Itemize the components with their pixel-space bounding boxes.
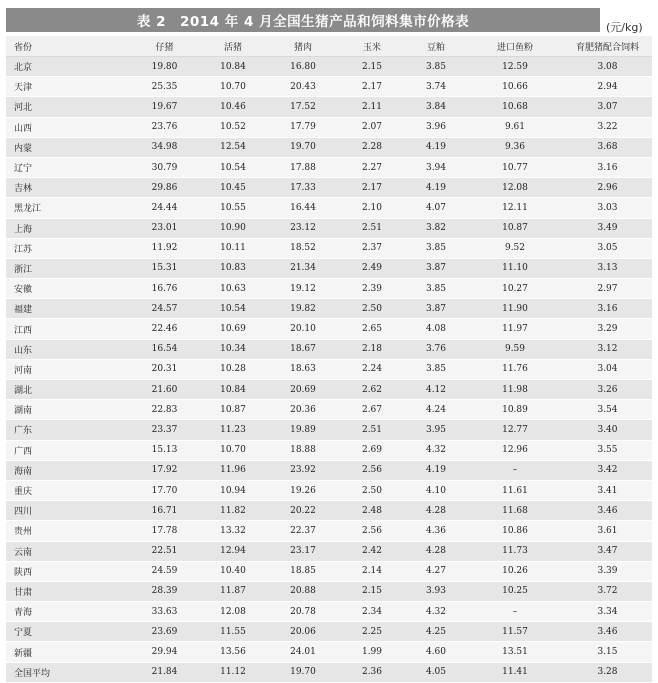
cell-province: 黑龙江: [6, 198, 130, 218]
cell-pork: 19.70: [267, 662, 339, 682]
cell-feed: 3.47: [563, 541, 652, 561]
cell-soybean-meal: 3.85: [405, 238, 467, 258]
cell-piglet: 20.31: [130, 359, 199, 379]
table-row: [6, 198, 652, 218]
cell-soybean-meal: 4.19: [405, 460, 467, 480]
cell-live-pig: 10.52: [199, 117, 267, 137]
cell-soybean-meal: 3.87: [405, 258, 467, 278]
cell-fishmeal: 12.96: [467, 440, 563, 460]
cell-fishmeal: 11.73: [467, 541, 563, 561]
cell-fishmeal: 12.59: [467, 57, 563, 77]
cell-province: 甘肃: [6, 581, 130, 601]
cell-fishmeal: 10.89: [467, 400, 563, 420]
cell-pork: 18.63: [267, 359, 339, 379]
cell-feed: 2.94: [563, 77, 652, 97]
cell-live-pig: 10.87: [199, 400, 267, 420]
cell-soybean-meal: 4.28: [405, 541, 467, 561]
cell-pork: 18.67: [267, 339, 339, 359]
cell-feed: 3.07: [563, 97, 652, 117]
cell-feed: 3.41: [563, 480, 652, 500]
cell-piglet: 22.51: [130, 541, 199, 561]
cell-soybean-meal: 3.85: [405, 57, 467, 77]
cell-corn: 2.50: [339, 480, 405, 500]
cell-soybean-meal: 3.96: [405, 117, 467, 137]
table-row: [6, 622, 652, 642]
cell-piglet: 24.59: [130, 561, 199, 581]
cell-feed: 3.34: [563, 602, 652, 622]
cell-corn: 2.50: [339, 299, 405, 319]
cell-fishmeal: 11.76: [467, 359, 563, 379]
cell-fishmeal: 10.25: [467, 581, 563, 601]
cell-fishmeal: 10.27: [467, 279, 563, 299]
table-row: [6, 380, 652, 400]
cell-pork: 16.44: [267, 198, 339, 218]
cell-fishmeal: 11.61: [467, 480, 563, 500]
cell-fishmeal: –: [467, 460, 563, 480]
cell-fishmeal: 10.66: [467, 77, 563, 97]
cell-corn: 2.07: [339, 117, 405, 137]
cell-soybean-meal: 4.10: [405, 480, 467, 500]
cell-live-pig: 10.83: [199, 258, 267, 278]
cell-corn: 2.39: [339, 279, 405, 299]
cell-live-pig: 10.34: [199, 339, 267, 359]
cell-feed: 2.96: [563, 178, 652, 198]
cell-province: 河北: [6, 97, 130, 117]
cell-feed: 3.55: [563, 440, 652, 460]
table-title: 表 2 2014 年 4 月全国生猪产品和饲料集市价格表: [6, 8, 600, 32]
cell-corn: 2.17: [339, 178, 405, 198]
cell-piglet: 24.57: [130, 299, 199, 319]
cell-piglet: 33.63: [130, 602, 199, 622]
cell-pork: 20.69: [267, 380, 339, 400]
cell-feed: 3.42: [563, 460, 652, 480]
cell-fishmeal: 12.77: [467, 420, 563, 440]
cell-pork: 20.88: [267, 581, 339, 601]
cell-piglet: 21.84: [130, 662, 199, 682]
table-row: [6, 521, 652, 541]
cell-piglet: 19.67: [130, 97, 199, 117]
cell-province: 青海: [6, 602, 130, 622]
price-table: [6, 36, 652, 683]
cell-pork: 18.52: [267, 238, 339, 258]
cell-feed: 3.16: [563, 157, 652, 177]
cell-soybean-meal: 3.93: [405, 581, 467, 601]
cell-corn: 2.69: [339, 440, 405, 460]
cell-piglet: 24.44: [130, 198, 199, 218]
cell-soybean-meal: 4.32: [405, 440, 467, 460]
cell-soybean-meal: 3.84: [405, 97, 467, 117]
cell-fishmeal: 9.52: [467, 238, 563, 258]
cell-province: 广西: [6, 440, 130, 460]
cell-piglet: 15.13: [130, 440, 199, 460]
cell-fishmeal: 10.87: [467, 218, 563, 238]
cell-feed: 3.22: [563, 117, 652, 137]
table-row: [6, 299, 652, 319]
cell-corn: 2.67: [339, 400, 405, 420]
cell-soybean-meal: 3.74: [405, 77, 467, 97]
cell-pork: 21.34: [267, 258, 339, 278]
table-row: [6, 157, 652, 177]
table-row: [6, 137, 652, 157]
cell-pork: 23.92: [267, 460, 339, 480]
cell-corn: 2.56: [339, 460, 405, 480]
table-row: [6, 117, 652, 137]
cell-live-pig: 11.12: [199, 662, 267, 682]
cell-live-pig: 13.56: [199, 642, 267, 662]
header-soybean-meal: 豆粕: [405, 36, 467, 57]
cell-soybean-meal: 4.19: [405, 178, 467, 198]
table-row: [6, 319, 652, 339]
cell-piglet: 19.80: [130, 57, 199, 77]
cell-province: 上海: [6, 218, 130, 238]
cell-piglet: 17.92: [130, 460, 199, 480]
cell-corn: 2.18: [339, 339, 405, 359]
cell-feed: 3.39: [563, 561, 652, 581]
table-row: [6, 57, 652, 77]
cell-province: 广东: [6, 420, 130, 440]
cell-soybean-meal: 3.82: [405, 218, 467, 238]
cell-fishmeal: 11.97: [467, 319, 563, 339]
cell-province: 江西: [6, 319, 130, 339]
cell-soybean-meal: 4.19: [405, 137, 467, 157]
cell-soybean-meal: 4.25: [405, 622, 467, 642]
cell-corn: 2.15: [339, 581, 405, 601]
cell-live-pig: 12.54: [199, 137, 267, 157]
cell-piglet: 17.78: [130, 521, 199, 541]
cell-pork: 18.88: [267, 440, 339, 460]
cell-live-pig: 11.87: [199, 581, 267, 601]
cell-province: 安徽: [6, 279, 130, 299]
cell-fishmeal: 11.10: [467, 258, 563, 278]
table-row: [6, 642, 652, 662]
cell-province: 全国平均: [6, 662, 130, 682]
cell-province: 天津: [6, 77, 130, 97]
cell-live-pig: 10.40: [199, 561, 267, 581]
cell-piglet: 16.76: [130, 279, 199, 299]
cell-feed: 3.12: [563, 339, 652, 359]
cell-corn: 2.51: [339, 218, 405, 238]
table-row: [6, 279, 652, 299]
cell-feed: 3.28: [563, 662, 652, 682]
table-row: [6, 218, 652, 238]
table-row: [6, 541, 652, 561]
cell-piglet: 17.70: [130, 480, 199, 500]
cell-corn: 2.42: [339, 541, 405, 561]
cell-piglet: 23.76: [130, 117, 199, 137]
cell-fishmeal: 11.41: [467, 662, 563, 682]
table-row: [6, 561, 652, 581]
table-row: [6, 258, 652, 278]
cell-fishmeal: 10.26: [467, 561, 563, 581]
cell-pork: 19.26: [267, 480, 339, 500]
cell-fishmeal: 13.51: [467, 642, 563, 662]
cell-soybean-meal: 4.12: [405, 380, 467, 400]
cell-pork: 24.01: [267, 642, 339, 662]
cell-piglet: 22.46: [130, 319, 199, 339]
cell-province: 海南: [6, 460, 130, 480]
table-row: [6, 238, 652, 258]
cell-corn: 2.36: [339, 662, 405, 682]
cell-soybean-meal: 4.27: [405, 561, 467, 581]
cell-fishmeal: 10.77: [467, 157, 563, 177]
cell-province: 云南: [6, 541, 130, 561]
cell-province: 山西: [6, 117, 130, 137]
cell-live-pig: 10.11: [199, 238, 267, 258]
cell-pork: 17.52: [267, 97, 339, 117]
cell-fishmeal: 11.98: [467, 380, 563, 400]
header-piglet: 仔猪: [130, 36, 199, 57]
table-row: [6, 97, 652, 117]
cell-live-pig: 10.45: [199, 178, 267, 198]
cell-soybean-meal: 4.07: [405, 198, 467, 218]
cell-fishmeal: 11.68: [467, 501, 563, 521]
cell-soybean-meal: 4.28: [405, 501, 467, 521]
header-fishmeal: 进口鱼粉: [467, 36, 563, 57]
cell-live-pig: 10.90: [199, 218, 267, 238]
cell-corn: 2.37: [339, 238, 405, 258]
cell-feed: 3.15: [563, 642, 652, 662]
cell-soybean-meal: 4.24: [405, 400, 467, 420]
cell-piglet: 16.71: [130, 501, 199, 521]
table-row: [6, 420, 652, 440]
cell-live-pig: 10.70: [199, 440, 267, 460]
cell-feed: 3.72: [563, 581, 652, 601]
cell-pork: 19.70: [267, 137, 339, 157]
table-row: [6, 480, 652, 500]
cell-feed: 3.13: [563, 258, 652, 278]
cell-province: 辽宁: [6, 157, 130, 177]
cell-live-pig: 10.46: [199, 97, 267, 117]
cell-corn: 2.28: [339, 137, 405, 157]
cell-corn: 2.14: [339, 561, 405, 581]
cell-live-pig: 11.96: [199, 460, 267, 480]
header-feed: 育肥猪配合饲料: [563, 36, 652, 57]
cell-province: 内蒙: [6, 137, 130, 157]
cell-corn: 2.27: [339, 157, 405, 177]
cell-fishmeal: 12.08: [467, 178, 563, 198]
cell-fishmeal: 11.90: [467, 299, 563, 319]
table-row: [6, 77, 652, 97]
cell-soybean-meal: 3.85: [405, 359, 467, 379]
cell-province: 浙江: [6, 258, 130, 278]
cell-feed: 3.26: [563, 380, 652, 400]
cell-pork: 17.33: [267, 178, 339, 198]
cell-feed: 3.61: [563, 521, 652, 541]
table-row: [6, 178, 652, 198]
cell-pork: 18.85: [267, 561, 339, 581]
cell-pork: 19.82: [267, 299, 339, 319]
cell-feed: 3.68: [563, 137, 652, 157]
cell-soybean-meal: 3.76: [405, 339, 467, 359]
cell-corn: 1.99: [339, 642, 405, 662]
cell-feed: 3.05: [563, 238, 652, 258]
cell-fishmeal: –: [467, 602, 563, 622]
cell-piglet: 23.37: [130, 420, 199, 440]
cell-corn: 2.17: [339, 77, 405, 97]
table-row: [6, 501, 652, 521]
cell-soybean-meal: 4.08: [405, 319, 467, 339]
cell-province: 新疆: [6, 642, 130, 662]
cell-province: 重庆: [6, 480, 130, 500]
cell-piglet: 22.83: [130, 400, 199, 420]
cell-piglet: 15.31: [130, 258, 199, 278]
cell-province: 福建: [6, 299, 130, 319]
cell-corn: 2.51: [339, 420, 405, 440]
cell-corn: 2.49: [339, 258, 405, 278]
cell-province: 陕西: [6, 561, 130, 581]
cell-soybean-meal: 4.36: [405, 521, 467, 541]
cell-fishmeal: 9.59: [467, 339, 563, 359]
cell-province: 湖南: [6, 400, 130, 420]
cell-fishmeal: 9.61: [467, 117, 563, 137]
cell-feed: 3.40: [563, 420, 652, 440]
table-row: [6, 440, 652, 460]
header-row: [6, 36, 652, 57]
cell-pork: 22.37: [267, 521, 339, 541]
header-pork: 猪肉: [267, 36, 339, 57]
cell-corn: 2.56: [339, 521, 405, 541]
cell-piglet: 21.60: [130, 380, 199, 400]
cell-live-pig: 10.69: [199, 319, 267, 339]
cell-fishmeal: 12.11: [467, 198, 563, 218]
cell-province: 四川: [6, 501, 130, 521]
cell-pork: 17.88: [267, 157, 339, 177]
cell-feed: 3.54: [563, 400, 652, 420]
cell-corn: 2.65: [339, 319, 405, 339]
cell-pork: 23.12: [267, 218, 339, 238]
cell-feed: 3.46: [563, 622, 652, 642]
cell-pork: 19.89: [267, 420, 339, 440]
cell-live-pig: 10.84: [199, 380, 267, 400]
cell-pork: 20.10: [267, 319, 339, 339]
cell-soybean-meal: 3.85: [405, 279, 467, 299]
cell-province: 北京: [6, 57, 130, 77]
cell-province: 宁夏: [6, 622, 130, 642]
cell-piglet: 25.35: [130, 77, 199, 97]
cell-corn: 2.11: [339, 97, 405, 117]
cell-live-pig: 10.70: [199, 77, 267, 97]
header-live-pig: 活猪: [199, 36, 267, 57]
table-row: [6, 460, 652, 480]
cell-piglet: 11.92: [130, 238, 199, 258]
cell-feed: 3.16: [563, 299, 652, 319]
cell-feed: 3.08: [563, 57, 652, 77]
cell-pork: 16.80: [267, 57, 339, 77]
cell-pork: 20.36: [267, 400, 339, 420]
table-row: [6, 359, 652, 379]
cell-fishmeal: 10.68: [467, 97, 563, 117]
cell-soybean-meal: 3.95: [405, 420, 467, 440]
cell-live-pig: 10.94: [199, 480, 267, 500]
header-province: 省份: [6, 36, 130, 57]
cell-piglet: 34.98: [130, 137, 199, 157]
cell-feed: 3.29: [563, 319, 652, 339]
cell-pork: 20.06: [267, 622, 339, 642]
cell-soybean-meal: 3.87: [405, 299, 467, 319]
cell-feed: 3.04: [563, 359, 652, 379]
cell-province: 吉林: [6, 178, 130, 198]
cell-piglet: 16.54: [130, 339, 199, 359]
cell-province: 河南: [6, 359, 130, 379]
cell-live-pig: 10.54: [199, 299, 267, 319]
cell-feed: 3.49: [563, 218, 652, 238]
cell-soybean-meal: 4.32: [405, 602, 467, 622]
cell-live-pig: 12.94: [199, 541, 267, 561]
cell-live-pig: 10.55: [199, 198, 267, 218]
cell-piglet: 29.86: [130, 178, 199, 198]
cell-fishmeal: 10.86: [467, 521, 563, 541]
cell-province: 山东: [6, 339, 130, 359]
cell-pork: 20.43: [267, 77, 339, 97]
cell-corn: 2.10: [339, 198, 405, 218]
cell-corn: 2.25: [339, 622, 405, 642]
table-row: [6, 662, 652, 682]
cell-live-pig: 13.32: [199, 521, 267, 541]
cell-piglet: 23.69: [130, 622, 199, 642]
cell-live-pig: 10.54: [199, 157, 267, 177]
cell-soybean-meal: 4.60: [405, 642, 467, 662]
cell-pork: 19.12: [267, 279, 339, 299]
cell-corn: 2.62: [339, 380, 405, 400]
table-row: [6, 602, 652, 622]
cell-province: 江苏: [6, 238, 130, 258]
cell-live-pig: 10.28: [199, 359, 267, 379]
cell-pork: 20.22: [267, 501, 339, 521]
cell-province: 贵州: [6, 521, 130, 541]
cell-province: 湖北: [6, 380, 130, 400]
cell-live-pig: 10.63: [199, 279, 267, 299]
cell-pork: 23.17: [267, 541, 339, 561]
cell-feed: 3.46: [563, 501, 652, 521]
table-row: [6, 581, 652, 601]
cell-corn: 2.24: [339, 359, 405, 379]
cell-corn: 2.34: [339, 602, 405, 622]
cell-piglet: 28.39: [130, 581, 199, 601]
cell-fishmeal: 9.36: [467, 137, 563, 157]
cell-live-pig: 10.84: [199, 57, 267, 77]
cell-live-pig: 12.08: [199, 602, 267, 622]
cell-pork: 17.79: [267, 117, 339, 137]
cell-soybean-meal: 4.05: [405, 662, 467, 682]
table-row: [6, 339, 652, 359]
unit-label: (元/kg): [606, 21, 643, 34]
cell-soybean-meal: 3.94: [405, 157, 467, 177]
cell-corn: 2.48: [339, 501, 405, 521]
cell-feed: 3.03: [563, 198, 652, 218]
header-corn: 玉米: [339, 36, 405, 57]
cell-live-pig: 11.82: [199, 501, 267, 521]
cell-corn: 2.15: [339, 57, 405, 77]
cell-piglet: 30.79: [130, 157, 199, 177]
cell-live-pig: 11.55: [199, 622, 267, 642]
cell-fishmeal: 11.57: [467, 622, 563, 642]
cell-piglet: 23.01: [130, 218, 199, 238]
cell-live-pig: 11.23: [199, 420, 267, 440]
cell-pork: 20.78: [267, 602, 339, 622]
cell-feed: 2.97: [563, 279, 652, 299]
cell-piglet: 29.94: [130, 642, 199, 662]
table-row: [6, 400, 652, 420]
